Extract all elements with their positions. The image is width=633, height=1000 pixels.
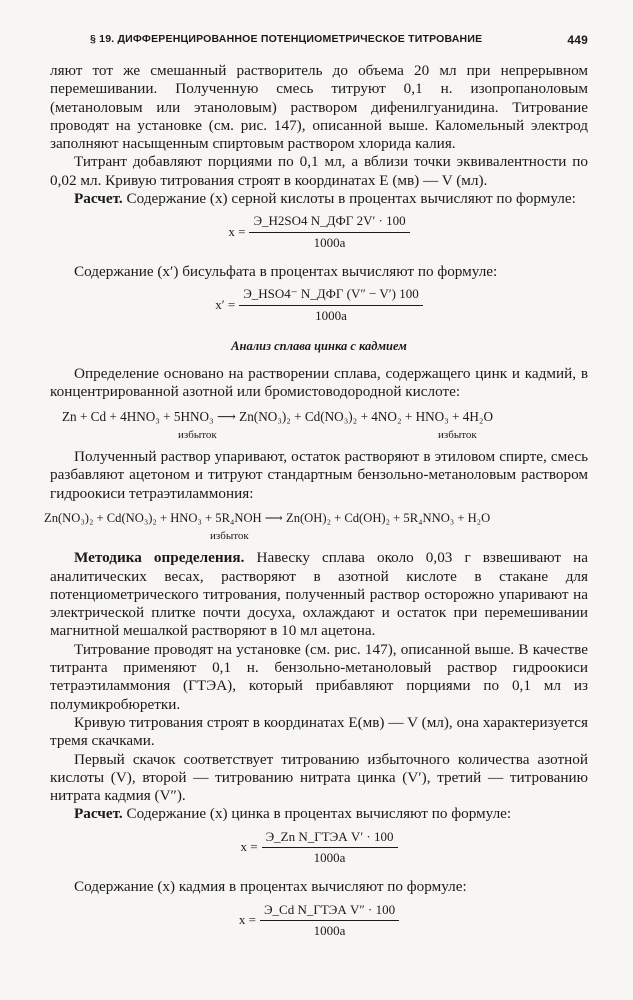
formula-lhs: x = xyxy=(228,224,246,240)
formula-sulfuric-acid xyxy=(50,212,588,252)
formula-numerator: Э_HSO4⁻ N_ДФГ (V″ − V′) 100 xyxy=(239,285,423,305)
paragraph: Титрант добавляют порциями по 0,1 мл, а вблизи точки эквивалентности по 0,02 мл. Кривую титрования строят в координатах E (мв) — V (мл). xyxy=(50,153,588,189)
formula-lhs: x′ = xyxy=(215,296,236,312)
equation-note xyxy=(50,527,588,541)
formula-bisulfate xyxy=(50,285,588,325)
formula-denominator: 1000a xyxy=(313,849,346,865)
formula-numerator: Э_H2SO4 N_ДФГ 2V′ · 100 xyxy=(249,212,409,232)
excess-label: избыток xyxy=(178,429,217,442)
paragraph-text: Содержание (x) серной кислоты в процентах вычисляют по формуле: xyxy=(122,190,576,208)
paragraph: Определение основано на растворении сплава, содержащего цинк и кадмий, в концентрированной азотной или бромистоводородной кислоте: xyxy=(50,365,588,401)
formula-numerator: Э_Cd N_ГТЭА V″ · 100 xyxy=(260,901,399,921)
excess-label: избыток xyxy=(210,530,249,543)
header-title: § 19. ДИФФЕРЕНЦИРОВАННОЕ ПОТЕНЦИОМЕТРИЧЕСКОЕ ТИТРОВАНИЕ xyxy=(90,33,483,45)
book-page xyxy=(44,0,589,1000)
reaction-equation: Zn + Cd + 4HNO₃ + 5HNO₃ ⟶ Zn(NO₃)₂ + Cd(NO₃)₂ + 4NO₂ + HNO₃ + 4H₂O xyxy=(62,408,494,424)
bold-lead: Методика определения. xyxy=(74,549,245,567)
formula-lhs: x = xyxy=(238,912,256,928)
formula-denominator: 1000a xyxy=(313,922,346,938)
section-subheading: Анализ сплава цинка с кадмием xyxy=(231,338,407,353)
equation-note xyxy=(50,426,588,440)
formula-fraction xyxy=(262,828,398,868)
paragraph xyxy=(50,190,588,208)
paragraph: Полученный раствор упаривают, остаток растворяют в этиловом спирте, смесь разбавляют ацетоном и титруют стандартным бензольно-метаноловым раствором гидроокиси тетраэтиламмония: xyxy=(50,448,588,502)
paragraph: Содержание (x) кадмия в процентах вычисляют по формуле: xyxy=(74,878,467,896)
paragraph-text: Содержание (x) цинка в процентах вычисляют по формуле: xyxy=(122,805,512,823)
formula-cadmium xyxy=(50,901,588,941)
excess-label: избыток xyxy=(438,429,477,442)
reaction-equation: Zn(NO₃)₂ + Cd(NO₃)₂ + HNO₃ + 5R₄NOH ⟶ Zn(OH)₂ + Cd(OH)₂ + 5R₄NNO₃ + H₂O xyxy=(44,510,491,525)
paragraph: Содержание (x′) бисульфата в процентах вычисляют по формуле: xyxy=(74,262,498,280)
paragraph xyxy=(50,549,588,640)
paragraph: Титрование проводят на установке (см. рис. 147), описанной выше. В качестве титранта применяют 0,1 н. бензольно-метаноловый раствор гидроокиси тетраэтиламмония (ГТЭА), который прибавляют порциями по 0,1 мл из полумикробюретки. xyxy=(50,640,588,713)
page-number: 449 xyxy=(567,33,588,47)
formula-fraction xyxy=(249,212,409,252)
paragraph xyxy=(50,805,588,823)
paragraph: Первый скачок соответствует титрованию избыточного количества азотной кислоты (V), второй — титрованию нитрата цинка (V′), третий — титрованию нитрата кадмия (V″). xyxy=(50,750,588,805)
bold-lead: Расчет. xyxy=(74,190,123,208)
formula-fraction xyxy=(260,901,399,941)
paragraph: Кривую титрования строят в координатах E(мв) — V (мл), она характеризуется тремя скачками. xyxy=(50,713,588,750)
paragraph: ляют тот же смешанный растворитель до объема 20 мл при непрерывном перемешивании. Полученную смесь титруют 0,1 н. изопропаноловым (метаноловым или этаноловым) раствором дифенилгуанидина. Титрование проводят на установке (см. рис. 147), описанной выше. Каломельный электрод заполняют насыщенным спиртовым раствором хлорида калия. xyxy=(50,62,588,153)
formula-numerator: Э_Zn N_ГТЭА V′ · 100 xyxy=(262,828,398,848)
bold-lead: Расчет. xyxy=(74,805,123,823)
paragraph-text: Навеску сплава около 0,03 г взвешивают на аналитических весах, растворяют в азотной кислоте в стакане для потенциометрического титрования, полученный раствор осторожно упаривают на электрической плитке почти досуха, охлаждают и остаток при перемешивании магнитной мешалкой растворяют в 10 мл ацетона. xyxy=(50,549,589,640)
formula-lhs: x = xyxy=(240,839,258,855)
formula-denominator: 1000a xyxy=(313,234,346,250)
body-text xyxy=(44,62,589,944)
formula-fraction xyxy=(239,285,423,325)
formula-denominator: 1000a xyxy=(315,307,347,323)
formula-zinc xyxy=(50,828,588,868)
